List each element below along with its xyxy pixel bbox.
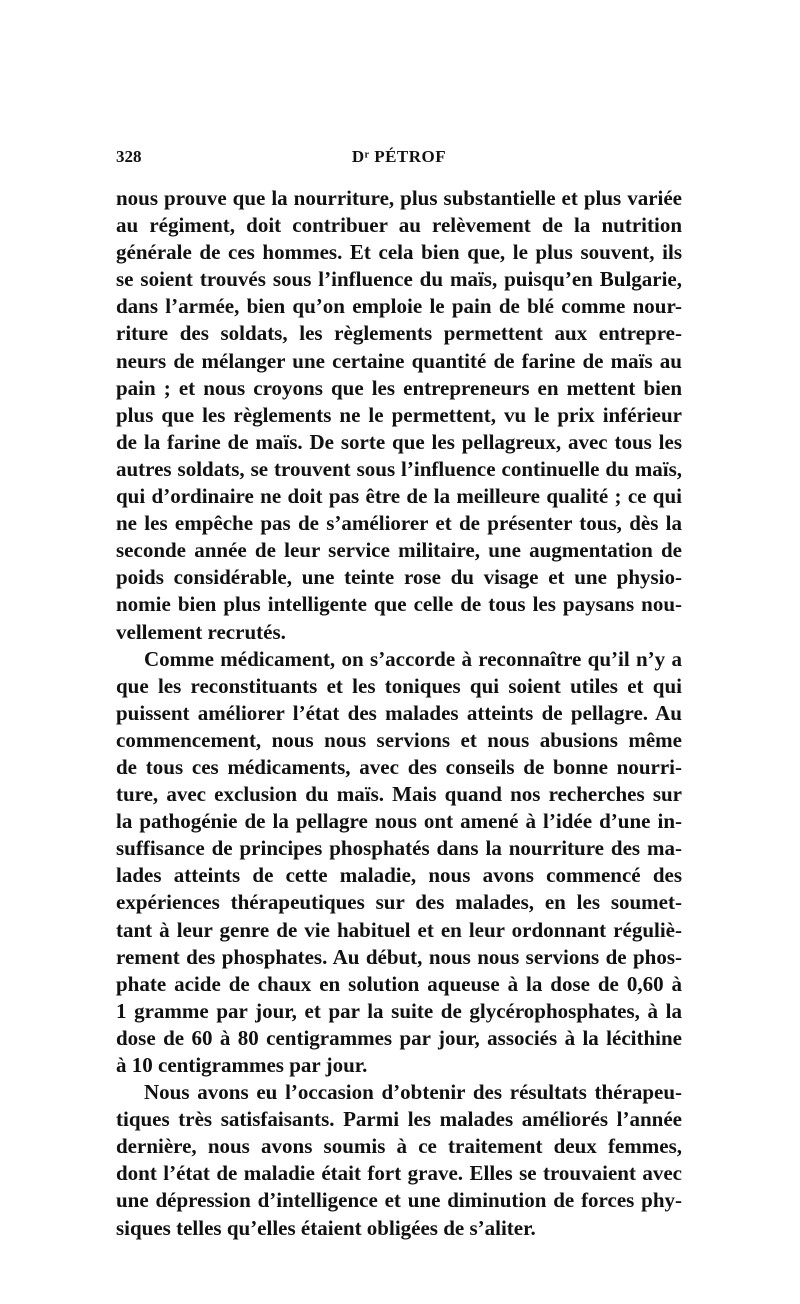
text-line: phate acide de chaux en solution aqueuse à la dose de 0,60 à — [116, 971, 682, 996]
text-line: ne les empêche pas de s’améliorer et de présenter tous, dès la — [116, 511, 682, 536]
text-line: vellement recrutés. — [116, 619, 286, 644]
page-number: 328 — [116, 147, 142, 166]
text-line: ture, avec exclusion du maïs. Mais quand nos recherches sur — [116, 782, 682, 807]
text-line: seconde année de leur service militaire, une augmentation de — [116, 538, 682, 563]
text-line: la pathogénie de la pellagre nous ont amené à l’idée d’une in- — [116, 809, 682, 834]
text-line: siques telles qu’elles étaient obligées de s’aliter. — [116, 1215, 536, 1240]
text-line: commencement, nous nous servions et nous abusions même — [116, 727, 682, 752]
text-line: neurs de mélanger une certaine quantité de farine de maïs au — [116, 348, 682, 373]
text-line: dans l’armée, bien qu’on emploie le pain de blé comme nour- — [116, 294, 682, 319]
text-line: nomie bien plus intelligente que celle de tous les paysans nou- — [116, 592, 682, 617]
text-line: générale de ces hommes. Et cela bien que, le plus souvent, ils — [116, 240, 682, 265]
text-line: à 10 centigrammes par jour. — [116, 1053, 368, 1077]
text-line: dose de 60 à 80 centigrammes par jour, associés à la lécithine — [116, 1025, 682, 1050]
text-line: rement des phosphates. Au début, nous nous servions de phos- — [116, 944, 682, 969]
text-line: puissent améliorer l’état des malades atteints de pellagre. Au — [116, 700, 682, 725]
text-line: tiques très satisfaisants. Parmi les malades améliorés l’année — [116, 1107, 682, 1132]
text-line: 1 gramme par jour, et par la suite de glycérophosphates, à la — [116, 998, 682, 1023]
page-header — [116, 147, 682, 173]
text-line: nous prouve que la nourriture, plus substantielle et plus variée — [116, 186, 682, 210]
text-line: lades atteints de cette maladie, nous avons commencé des — [116, 863, 682, 888]
text-line: pain ; et nous croyons que les entrepreneurs en mettent bien — [116, 375, 682, 400]
text-line: expériences thérapeutiques sur des malades, en les soumet- — [116, 890, 682, 915]
text-line: poids considérable, une teinte rose du visage et une physio- — [116, 565, 682, 590]
text-line: dernière, nous avons soumis à ce traitement deux femmes, — [116, 1134, 682, 1159]
text-line: de tous ces médicaments, avec des conseils de bonne nourri- — [116, 754, 682, 779]
text-line: suffisance de principes phosphatés dans la nourriture des ma- — [116, 836, 682, 861]
paragraph-start-line: Nous avons eu l’occasion d’obtenir des résultats thérapeu- — [144, 1080, 682, 1105]
running-head: Dʳ PÉTROF — [351, 147, 447, 166]
text-line: dont l’état de maladie était fort grave. Elles se trouvaient avec — [116, 1161, 682, 1186]
body-text — [116, 185, 682, 1242]
text-line: qui d’ordinaire ne doit pas être de la meilleure qualité ; ce qui — [116, 484, 682, 509]
text-line: se soient trouvés sous l’influence du maïs, puisqu’en Bulgarie, — [116, 267, 682, 292]
text-line: au régiment, doit contribuer au relèvement de la nutrition — [116, 213, 682, 238]
text-line: de la farine de maïs. De sorte que les pellagreux, avec tous les — [116, 429, 682, 454]
text-line: riture des soldats, les règlements permettent aux entrepre- — [116, 321, 682, 346]
text-line: une dépression d’intelligence et une diminution de forces phy- — [116, 1188, 682, 1213]
text-line: autres soldats, se trouvent sous l’influence continuelle du maïs, — [116, 456, 682, 481]
text-line: plus que les règlements ne le permettent, vu le prix inférieur — [116, 402, 682, 427]
paragraph-start-line: Comme médicament, on s’accorde à reconnaître qu’il n’y a — [144, 646, 682, 671]
text-line: que les reconstituants et les toniques qui soient utiles et qui — [116, 673, 682, 698]
text-line: tant à leur genre de vie habituel et en leur ordonnant réguliè- — [116, 917, 682, 942]
